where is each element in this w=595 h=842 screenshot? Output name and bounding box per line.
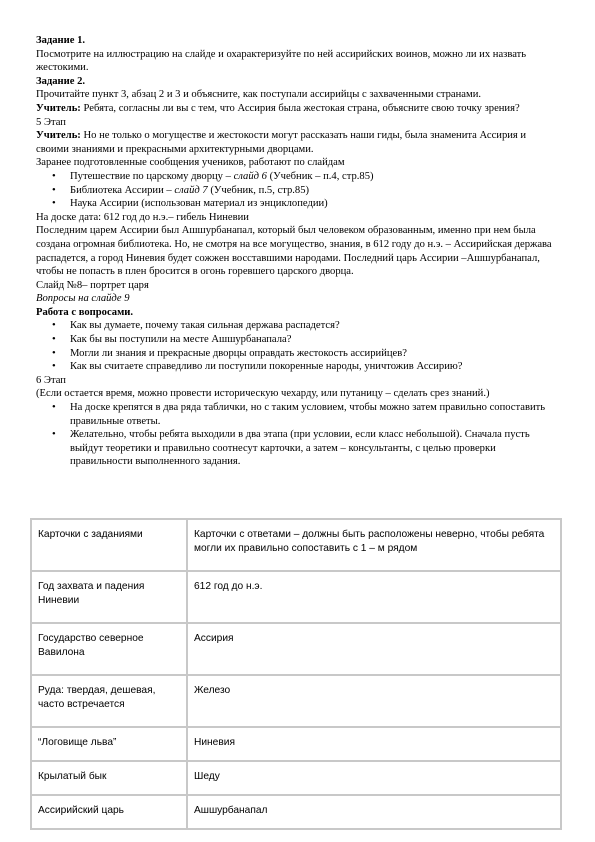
- table-cell: Государство северное Вавилона: [31, 623, 187, 675]
- teacher-remark-1: [36, 102, 561, 116]
- table-cell: Шеду: [187, 761, 561, 795]
- board-date: На доске дата: 612 год до н.э.– гибель Ниневии: [36, 211, 249, 223]
- table-cell: Железо: [187, 675, 561, 727]
- slide-9-note: Вопросы на слайде 9: [36, 293, 130, 305]
- table-cell: Ассирия: [187, 623, 561, 675]
- slide-8-note: Слайд №8– портрет царя: [36, 279, 149, 291]
- task2-title: Задание 2.: [36, 75, 86, 87]
- list-item: • Могли ли знания и прекрасные дворцы оправдать жестокость ассирийцев?: [70, 347, 561, 361]
- messages-list: [36, 170, 561, 211]
- list-item: • Желательно, чтобы ребята выходили в два этапа (при условии, если класс небольшой). Сначала пусть выйдут теоретики и правильно соотнесут карточки, а затем – консультанты, с целью проверки правильности выполненного задания.: [70, 428, 561, 469]
- work-with-questions-heading: Работа с вопросами.: [36, 306, 134, 318]
- table-row: [31, 675, 561, 727]
- document-body: [36, 34, 561, 469]
- table-cell: Ниневия: [187, 727, 561, 761]
- teacher-label: Учитель:: [36, 102, 81, 114]
- table-cell: Карточки с ответами – должны быть расположены неверно, чтобы ребята могли их правильно сопоставить с 1 – м рядом: [187, 519, 561, 571]
- if-time-note: (Если остается время, можно провести историческую чехарду, или путаницу – сделать срез знаний.): [36, 388, 490, 400]
- stage-6-heading: 6 Этап: [36, 374, 66, 386]
- table-cell: 612 год до н.э.: [187, 571, 561, 623]
- table-cell: Крылатый бык: [31, 761, 187, 795]
- last-king-paragraph: Последним царем Ассирии был Ашшурбанапал, который был человеком образованным, именно при нем была создана огромная библиотека. Но, не смотря на все могущество, знания, в 612 году до н.э. – Ассирийская держава распадется, а город Ниневия будет сожжен восставшими народами. Последний царь Ассирии –Ашшурбанапал, чтобы не попасть в плен бросится в огонь горевшего царского дворца.: [36, 225, 552, 278]
- teacher-label: Учитель:: [36, 130, 81, 142]
- table-cell: Ашшурбанапал: [187, 795, 561, 829]
- teacher-remark-2: [36, 129, 561, 156]
- list-item: • Как вы думаете, почему такая сильная держава распадется?: [70, 319, 561, 333]
- list-item: • Путешествие по царскому дворцу – слайд 6 (Учебник – п.4, стр.85): [70, 170, 561, 184]
- table-row: [31, 761, 561, 795]
- task2-text: Прочитайте пункт 3, абзац 2 и 3 и объясните, как поступали ассирийцы с захваченными странами.: [36, 89, 482, 101]
- list-item: • Наука Ассирии (использован материал из энциклопедии): [70, 197, 561, 211]
- prepared-messages-intro: Заранее подготовленные сообщения учеников, работают по слайдам: [36, 157, 345, 169]
- table-cell: Год захвата и падения Ниневии: [31, 571, 187, 623]
- table-cell: Карточки с заданиями: [31, 519, 187, 571]
- questions-list: [36, 319, 561, 373]
- table-row: [31, 571, 561, 623]
- teacher-remark-text: Ребята, согласны ли вы с тем, что Ассирия была жестокая страна, объясните свою точку зрения?: [80, 102, 520, 114]
- table-row: [31, 795, 561, 829]
- cards-table: [30, 518, 562, 830]
- list-item: • На доске крепятся в два ряда таблички, но с таким условием, чтобы можно затем правильно сопоставить правильные ответы.: [70, 401, 561, 428]
- table-row: [31, 727, 561, 761]
- instructions-list: [36, 401, 561, 469]
- task1-title: Задание 1.: [36, 35, 86, 46]
- teacher-remark-text: Но не только о могуществе и жестокости могут рассказать наши гиды, была знаменита Ассирия и своими знаниями и прекрасными архитектурными дворцами.: [36, 130, 527, 155]
- table-cell: Ассирийский царь: [31, 795, 187, 829]
- list-item: • Как бы вы поступили на месте Ашшурбанапала?: [70, 333, 561, 347]
- task1-text: Посмотрите на иллюстрацию на слайде и охарактеризуйте по ней ассирийских воинов, можно ли их назвать жестокими.: [36, 48, 527, 74]
- table-row: [31, 623, 561, 675]
- table-cell: Руда: твердая, дешевая, часто встречается: [31, 675, 187, 727]
- table-row: [31, 519, 561, 571]
- stage-5-heading: 5 Этап: [36, 116, 66, 128]
- list-item: • Как вы считаете справедливо ли поступили покоренные народы, уничтожив Ассирию?: [70, 360, 561, 374]
- table-cell: “Логовище льва”: [31, 727, 187, 761]
- list-item: • Библиотека Ассирии – слайд 7 (Учебник, п.5, стр.85): [70, 184, 561, 198]
